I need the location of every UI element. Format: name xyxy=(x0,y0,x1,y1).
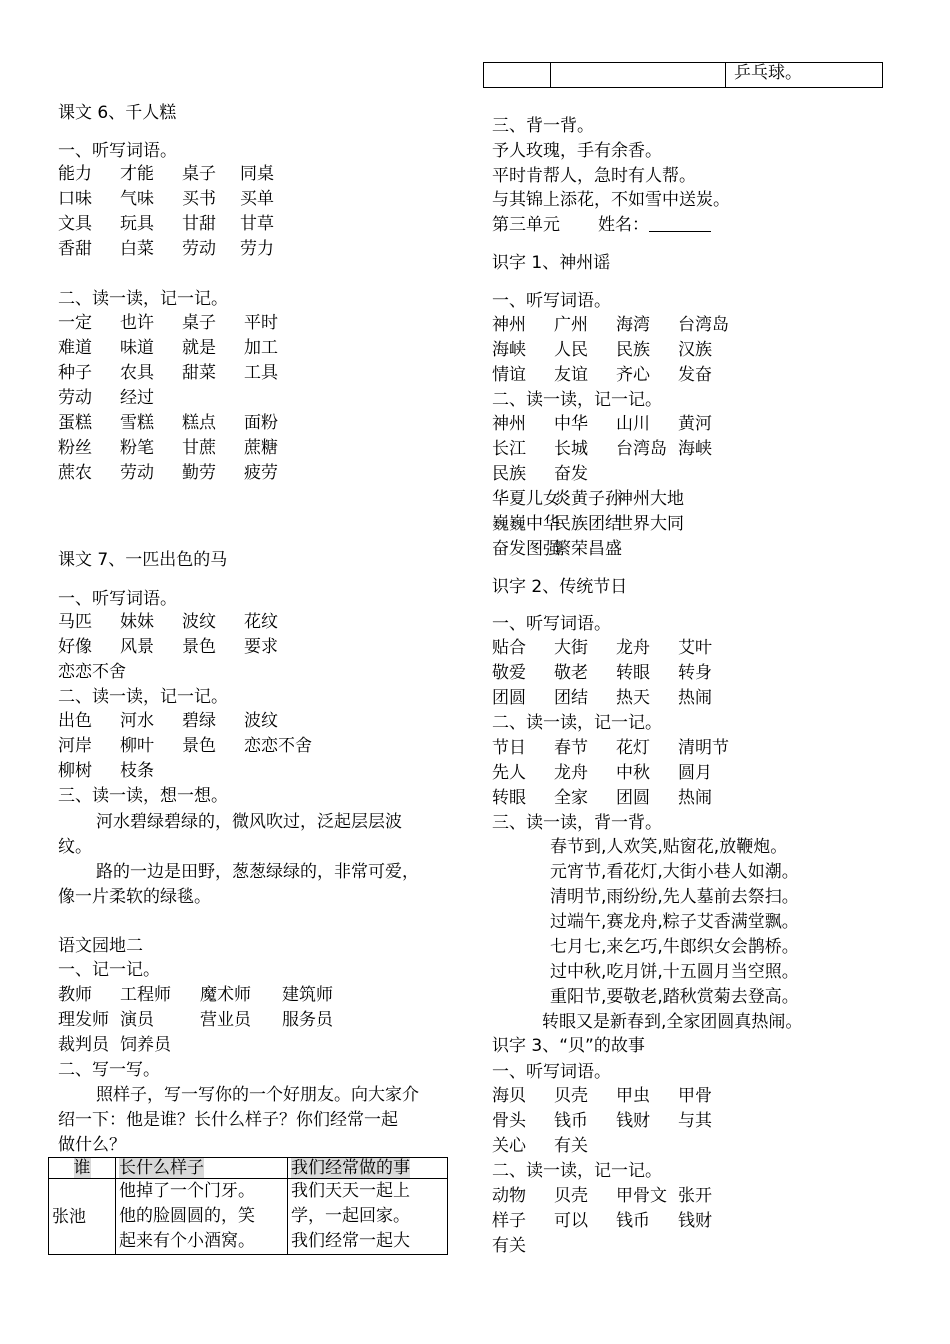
section-heading: 一、听写词语。 xyxy=(492,614,611,634)
word: 教师 xyxy=(58,985,92,1005)
section-heading: 三、读一读，想一想。 xyxy=(58,786,228,806)
header-who: 谁 xyxy=(49,1158,116,1179)
word: 蔗糖 xyxy=(244,438,278,458)
word: 奋发图强 xyxy=(492,539,560,559)
header-activities: 我们经常做的事 xyxy=(288,1158,448,1179)
word: 好像 xyxy=(58,637,92,657)
word: 华夏儿女 xyxy=(492,489,560,509)
word: 买书 xyxy=(182,189,216,209)
word: 香甜 xyxy=(58,239,92,259)
word: 工具 xyxy=(244,363,278,383)
section-heading: 二、读一读，记一记。 xyxy=(492,1161,662,1181)
word: 农具 xyxy=(120,363,154,383)
poem-line: 清明节,雨纷纷,先人墓前去祭扫。 xyxy=(550,887,799,907)
word: 桌子 xyxy=(182,164,216,184)
word: 景色 xyxy=(182,637,216,657)
word: 甲骨 xyxy=(678,1086,712,1106)
proverb-line: 与其锦上添花，不如雪中送炭。 xyxy=(492,190,730,210)
word: 波纹 xyxy=(244,711,278,731)
table-cell: 乒乓球。 xyxy=(726,63,883,88)
word: 甲虫 xyxy=(616,1086,650,1106)
paragraph-line: 像一片柔软的绿毯。 xyxy=(58,887,211,907)
word: 同桌 xyxy=(240,164,274,184)
word: 甲骨文 xyxy=(616,1186,667,1206)
name-blank xyxy=(649,215,711,232)
paragraph-line: 照样子，写一写你的一个好朋友。向大家介 xyxy=(96,1085,419,1105)
paragraph-line: 做什么？ xyxy=(58,1135,126,1155)
word: 文具 xyxy=(58,214,92,234)
word: 钱币 xyxy=(554,1111,588,1131)
word: 艾叶 xyxy=(678,638,712,658)
word: 饲养员 xyxy=(120,1035,171,1055)
word: 民族团结 xyxy=(554,514,622,534)
word: 河岸 xyxy=(58,736,92,756)
friend-name: 张池 xyxy=(49,1179,116,1255)
word: 服务员 xyxy=(282,1010,333,1030)
word: 中秋 xyxy=(616,763,650,783)
word: 花纹 xyxy=(244,612,278,632)
word: 蛋糕 xyxy=(58,413,92,433)
table-row xyxy=(49,1179,448,1255)
word: 劳动 xyxy=(58,388,92,408)
word: 民族 xyxy=(616,340,650,360)
word: 山川 xyxy=(616,414,650,434)
word: 口味 xyxy=(58,189,92,209)
word: 团结 xyxy=(554,688,588,708)
word: 龙舟 xyxy=(616,638,650,658)
paragraph-line: 河水碧绿碧绿的，微风吹过，泛起层层波 xyxy=(96,812,402,832)
word: 贴合 xyxy=(492,638,526,658)
poem-line: 过中秋,吃月饼,十五圆月当空照。 xyxy=(550,962,799,982)
word: 长城 xyxy=(554,439,588,459)
section-heading: 一、听写词语。 xyxy=(58,141,177,161)
word: 疲劳 xyxy=(244,463,278,483)
word: 有关 xyxy=(554,1136,588,1156)
word: 广州 xyxy=(554,315,588,335)
garden-2-title: 语文园地二 xyxy=(58,936,143,956)
top-table-fragment xyxy=(483,62,883,88)
word: 钱财 xyxy=(678,1211,712,1231)
word: 钱财 xyxy=(616,1111,650,1131)
word: 全家 xyxy=(554,788,588,808)
poem-line: 七月七,来乞巧,牛郎织女会鹊桥。 xyxy=(550,937,799,957)
word: 工程师 xyxy=(120,985,171,1005)
word: 骨头 xyxy=(492,1111,526,1131)
word: 世界大同 xyxy=(616,514,684,534)
word: 种子 xyxy=(58,363,92,383)
word: 汉族 xyxy=(678,340,712,360)
word: 甜菜 xyxy=(182,363,216,383)
section-heading: 一、听写词语。 xyxy=(492,1062,611,1082)
word: 糕点 xyxy=(182,413,216,433)
word: 才能 xyxy=(120,164,154,184)
word: 甘草 xyxy=(240,214,274,234)
paragraph-line: 绍一下：他是谁？长什么样子？你们经常一起 xyxy=(58,1110,398,1130)
word: 演员 xyxy=(120,1010,154,1030)
word: 枝条 xyxy=(120,761,154,781)
section-heading: 二、写一写。 xyxy=(58,1060,160,1080)
word: 白菜 xyxy=(120,239,154,259)
word: 桌子 xyxy=(182,313,216,333)
word: 经过 xyxy=(120,388,154,408)
word: 加工 xyxy=(244,338,278,358)
word: 巍巍中华 xyxy=(492,514,560,534)
word: 龙舟 xyxy=(554,763,588,783)
word: 海湾 xyxy=(616,315,650,335)
section-heading: 三、读一读，背一背。 xyxy=(492,813,662,833)
word: 一定 xyxy=(58,313,92,333)
word: 粉笔 xyxy=(120,438,154,458)
word: 理发师 xyxy=(58,1010,109,1030)
word: 海峡 xyxy=(678,439,712,459)
word: 也许 xyxy=(120,313,154,333)
section-heading: 一、记一记。 xyxy=(58,960,160,980)
word: 热天 xyxy=(616,688,650,708)
section-heading: 一、听写词语。 xyxy=(58,589,177,609)
word: 清明节 xyxy=(678,738,729,758)
word: 劳力 xyxy=(240,239,274,259)
literacy-3-title: 识字 3、“贝”的故事 xyxy=(492,1036,645,1056)
lesson-7-title: 课文 7、一匹出色的马 xyxy=(58,550,228,570)
word: 台湾岛 xyxy=(678,315,729,335)
word: 张开 xyxy=(678,1186,712,1206)
word: 神州 xyxy=(492,414,526,434)
word: 河水 xyxy=(120,711,154,731)
word: 大街 xyxy=(554,638,588,658)
word: 甘蔗 xyxy=(182,438,216,458)
word: 要求 xyxy=(244,637,278,657)
word: 勤劳 xyxy=(182,463,216,483)
table-header-row xyxy=(49,1158,448,1179)
word: 转眼 xyxy=(492,788,526,808)
proverb-line: 予人玫瑰，手有余香。 xyxy=(492,141,662,161)
section-heading: 三、背一背。 xyxy=(492,116,594,136)
word: 可以 xyxy=(554,1211,588,1231)
word: 劳动 xyxy=(120,463,154,483)
word: 面粉 xyxy=(244,413,278,433)
word: 台湾岛 xyxy=(616,439,667,459)
word: 味道 xyxy=(120,338,154,358)
word: 柳叶 xyxy=(120,736,154,756)
word: 买单 xyxy=(240,189,274,209)
word: 海峡 xyxy=(492,340,526,360)
word: 与其 xyxy=(678,1111,712,1131)
word: 气味 xyxy=(120,189,154,209)
word: 建筑师 xyxy=(282,985,333,1005)
word: 玩具 xyxy=(120,214,154,234)
word: 就是 xyxy=(182,338,216,358)
literacy-1-title: 识字 1、神州谣 xyxy=(492,253,611,273)
word: 景色 xyxy=(182,736,216,756)
word: 神州 xyxy=(492,315,526,335)
word: 情谊 xyxy=(492,365,526,385)
word: 热闹 xyxy=(678,688,712,708)
paragraph-line: 纹。 xyxy=(58,837,92,857)
section-heading: 二、读一读，记一记。 xyxy=(492,713,662,733)
paragraph-line: 路的一边是田野，葱葱绿绿的，非常可爱， xyxy=(96,862,419,882)
unit-header xyxy=(492,215,711,235)
word: 热闹 xyxy=(678,788,712,808)
word: 柳树 xyxy=(58,761,92,781)
word: 奋发 xyxy=(554,464,588,484)
section-heading: 一、听写词语。 xyxy=(492,291,611,311)
word: 恋恋不舍 xyxy=(58,662,126,682)
word: 甘甜 xyxy=(182,214,216,234)
word: 转身 xyxy=(678,663,712,683)
word: 圆月 xyxy=(678,763,712,783)
poem-line: 过端午,赛龙舟,粽子艾香满堂飘。 xyxy=(550,912,799,932)
word: 难道 xyxy=(58,338,92,358)
friend-table xyxy=(48,1157,448,1255)
word: 能力 xyxy=(58,164,92,184)
word: 中华 xyxy=(554,414,588,434)
word: 风景 xyxy=(120,637,154,657)
word: 马匹 xyxy=(58,612,92,632)
friend-activities: 我们天天一起上 学，一起回家。 我们经常一起大 xyxy=(288,1179,448,1255)
section-heading: 二、读一读，记一记。 xyxy=(492,390,662,410)
word: 春节 xyxy=(554,738,588,758)
word: 有关 xyxy=(492,1236,526,1256)
word: 节日 xyxy=(492,738,526,758)
word: 炎黄子孙 xyxy=(554,489,622,509)
literacy-2-title: 识字 2、传统节日 xyxy=(492,577,628,597)
word: 贝壳 xyxy=(554,1086,588,1106)
word: 恋恋不舍 xyxy=(244,736,312,756)
word: 敬爱 xyxy=(492,663,526,683)
section-heading: 二、读一读，记一记。 xyxy=(58,289,228,309)
word: 劳动 xyxy=(182,239,216,259)
word: 人民 xyxy=(554,340,588,360)
word: 花灯 xyxy=(616,738,650,758)
word: 样子 xyxy=(492,1211,526,1231)
word: 出色 xyxy=(58,711,92,731)
name-label: 姓名： xyxy=(598,215,649,235)
word: 神州大地 xyxy=(616,489,684,509)
word: 黄河 xyxy=(678,414,712,434)
poem-line: 重阳节,要敬老,踏秋赏菊去登高。 xyxy=(550,987,799,1007)
word: 发奋 xyxy=(678,365,712,385)
word: 繁荣昌盛 xyxy=(554,539,622,559)
word: 平时 xyxy=(244,313,278,333)
unit-label: 第三单元 xyxy=(492,215,560,235)
word: 钱币 xyxy=(616,1211,650,1231)
section-heading: 二、读一读，记一记。 xyxy=(58,687,228,707)
word: 裁判员 xyxy=(58,1035,109,1055)
word: 团圆 xyxy=(492,688,526,708)
table-cell xyxy=(551,63,726,88)
word: 敬老 xyxy=(554,663,588,683)
word: 友谊 xyxy=(554,365,588,385)
word: 碧绿 xyxy=(182,711,216,731)
poem-line: 转眼又是新春到,全家团圆真热闹。 xyxy=(542,1012,803,1032)
word: 魔术师 xyxy=(200,985,251,1005)
word: 民族 xyxy=(492,464,526,484)
lesson-6-title: 课文 6、千人糕 xyxy=(58,103,177,123)
word: 转眼 xyxy=(616,663,650,683)
table-row xyxy=(484,63,883,88)
word: 波纹 xyxy=(182,612,216,632)
word: 贝壳 xyxy=(554,1186,588,1206)
word: 先人 xyxy=(492,763,526,783)
word: 雪糕 xyxy=(120,413,154,433)
poem-line: 春节到,人欢笑,贴窗花,放鞭炮。 xyxy=(550,837,788,857)
table-cell xyxy=(484,63,551,88)
word: 妹妹 xyxy=(120,612,154,632)
friend-looks: 他掉了一个门牙。 他的脸圆圆的，笑 起来有个小酒窝。 xyxy=(116,1179,288,1255)
word: 蔗农 xyxy=(58,463,92,483)
word: 团圆 xyxy=(616,788,650,808)
word: 粉丝 xyxy=(58,438,92,458)
header-looks: 长什么样子 xyxy=(116,1158,288,1179)
poem-line: 元宵节,看花灯,大街小巷人如潮。 xyxy=(550,862,799,882)
word: 长江 xyxy=(492,439,526,459)
proverb-line: 平时肯帮人，急时有人帮。 xyxy=(492,166,696,186)
word: 齐心 xyxy=(616,365,650,385)
word: 营业员 xyxy=(200,1010,251,1030)
word: 海贝 xyxy=(492,1086,526,1106)
word: 关心 xyxy=(492,1136,526,1156)
word: 动物 xyxy=(492,1186,526,1206)
